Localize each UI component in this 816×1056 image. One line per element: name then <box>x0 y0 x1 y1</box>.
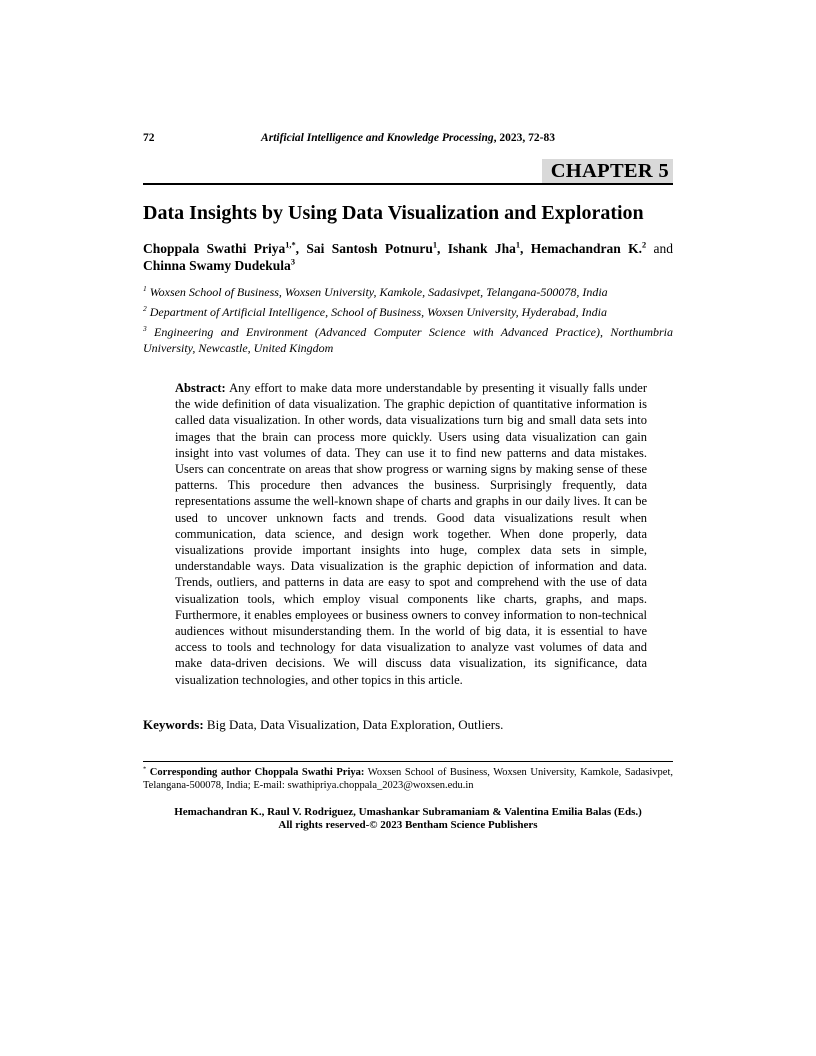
journal-citation-meta: , 2023, 72-83 <box>493 132 555 144</box>
affiliation-marker: 3 <box>143 324 147 333</box>
author-segment <box>520 241 646 256</box>
publisher-imprint <box>143 806 673 833</box>
chapter-title: Data Insights by Using Data Visualization and Exploration <box>143 202 644 224</box>
running-head <box>143 131 673 145</box>
author-affiliation-marker: 1,* <box>285 240 296 250</box>
author-segment <box>143 241 296 256</box>
journal-title: Artificial Intelligence and Knowledge Processing <box>261 132 494 144</box>
author-affiliation-marker: 2 <box>641 240 647 250</box>
editors-line: Hemachandran K., Raul V. Rodriguez, Umashankar Subramaniam & Valentina Emilia Balas (Eds.) <box>174 805 642 818</box>
author-segment <box>143 258 295 273</box>
corresponding-author-note <box>143 766 673 793</box>
affiliation-marker: 1 <box>143 284 147 293</box>
page-number: 72 <box>143 132 155 144</box>
keywords <box>143 716 673 733</box>
author-affiliation-marker: 1 <box>515 240 521 250</box>
author-name: , Ishank Jha <box>437 241 516 256</box>
author-affiliation-marker: 1 <box>432 240 438 250</box>
affiliation-list <box>143 284 673 356</box>
author-name: Choppala Swathi Priya <box>143 241 286 256</box>
affiliation-text: Department of Artificial Intelligence, School of Business, Woxsen University, Hyderabad, India <box>146 305 607 319</box>
author-affiliation-marker: 3 <box>290 257 295 267</box>
affiliation-text: Woxsen School of Business, Woxsen University, Kamkole, Sadasivpet, Telangana-500078, India <box>146 285 608 299</box>
abstract-text: Any effort to make data more understandable by presenting it visually falls under the wide definition of data visualization. The graphic depiction of quantitative information is called data visualization. In other words, data visualizations turn big and small data sets into images that the brain can process more quickly. Users using data visualization can gain insight into vast volumes of data. They can use it to find new patterns and data mistakes. Users can concentrate on areas that show progress or warning signs by making sense of these patterns. This procedure then advances the business. Surprisingly frequently, data representations assume the well-known shape of charts and graphs in our daily lives. It can be used to uncover unknown facts and trends. Good data visualizations result when communication, data science, and design work together. When done properly, data visualizations provide important insights into huge, complex data sets in simple, understandable ways. Data visualization is the graphic depiction of information and data. Trends, outliers, and patterns in data are easy to spot and comprehend with the use of data visualization tools, which employ visual components like charts, graphs, and maps. Furthermore, it enables employees or business owners to convey information to non-technical audiences without misunderstanding them. In the world of big data, it is essential to have access to tools and technology for data visualization to analyze vast volumes of data and make data-driven decisions. We will discuss data visualization, its significance, data visualization technologies, and other topics in this article. <box>175 381 647 687</box>
chapter-label: CHAPTER 5 <box>542 159 673 183</box>
author-line <box>143 240 673 274</box>
keywords-text: Big Data, Data Visualization, Data Exploration, Outliers. <box>203 716 504 732</box>
keywords-label: Keywords: <box>143 716 204 732</box>
footnote-marker: * <box>143 765 147 773</box>
affiliation <box>143 284 673 300</box>
footnote-text: Woxsen School of Business, Woxsen University, Kamkole, Sadasivpet, Telangana-500078, India; E-mail: swathipriya.choppala_2023@woxsen.edu.in <box>143 766 673 792</box>
abstract <box>175 380 647 688</box>
running-head-citation <box>213 131 603 145</box>
author-name: Chinna Swamy Dudekula <box>143 258 291 273</box>
author-segment <box>296 241 437 256</box>
abstract-label: Abstract: <box>175 381 226 395</box>
author-name: , Sai Santosh Potnuru <box>295 241 433 256</box>
footnote-lead: Corresponding author Choppala Swathi Priya: <box>146 766 365 778</box>
affiliation-text: Engineering and Environment (Advanced Computer Science with Advanced Practice), Northumbria University, Newcastle, United Kingdom <box>143 325 673 355</box>
rights-line: All rights reserved-© 2023 Bentham Science Publishers <box>278 819 538 832</box>
footnote-divider <box>143 761 673 762</box>
affiliation-marker: 2 <box>143 304 147 313</box>
author-segment <box>437 241 520 256</box>
affiliation <box>143 304 673 320</box>
author-name: , Hemachandran K. <box>520 241 642 256</box>
affiliation <box>143 324 673 356</box>
chapter-banner-rule <box>143 159 673 185</box>
author-conjunction: and <box>646 241 673 256</box>
